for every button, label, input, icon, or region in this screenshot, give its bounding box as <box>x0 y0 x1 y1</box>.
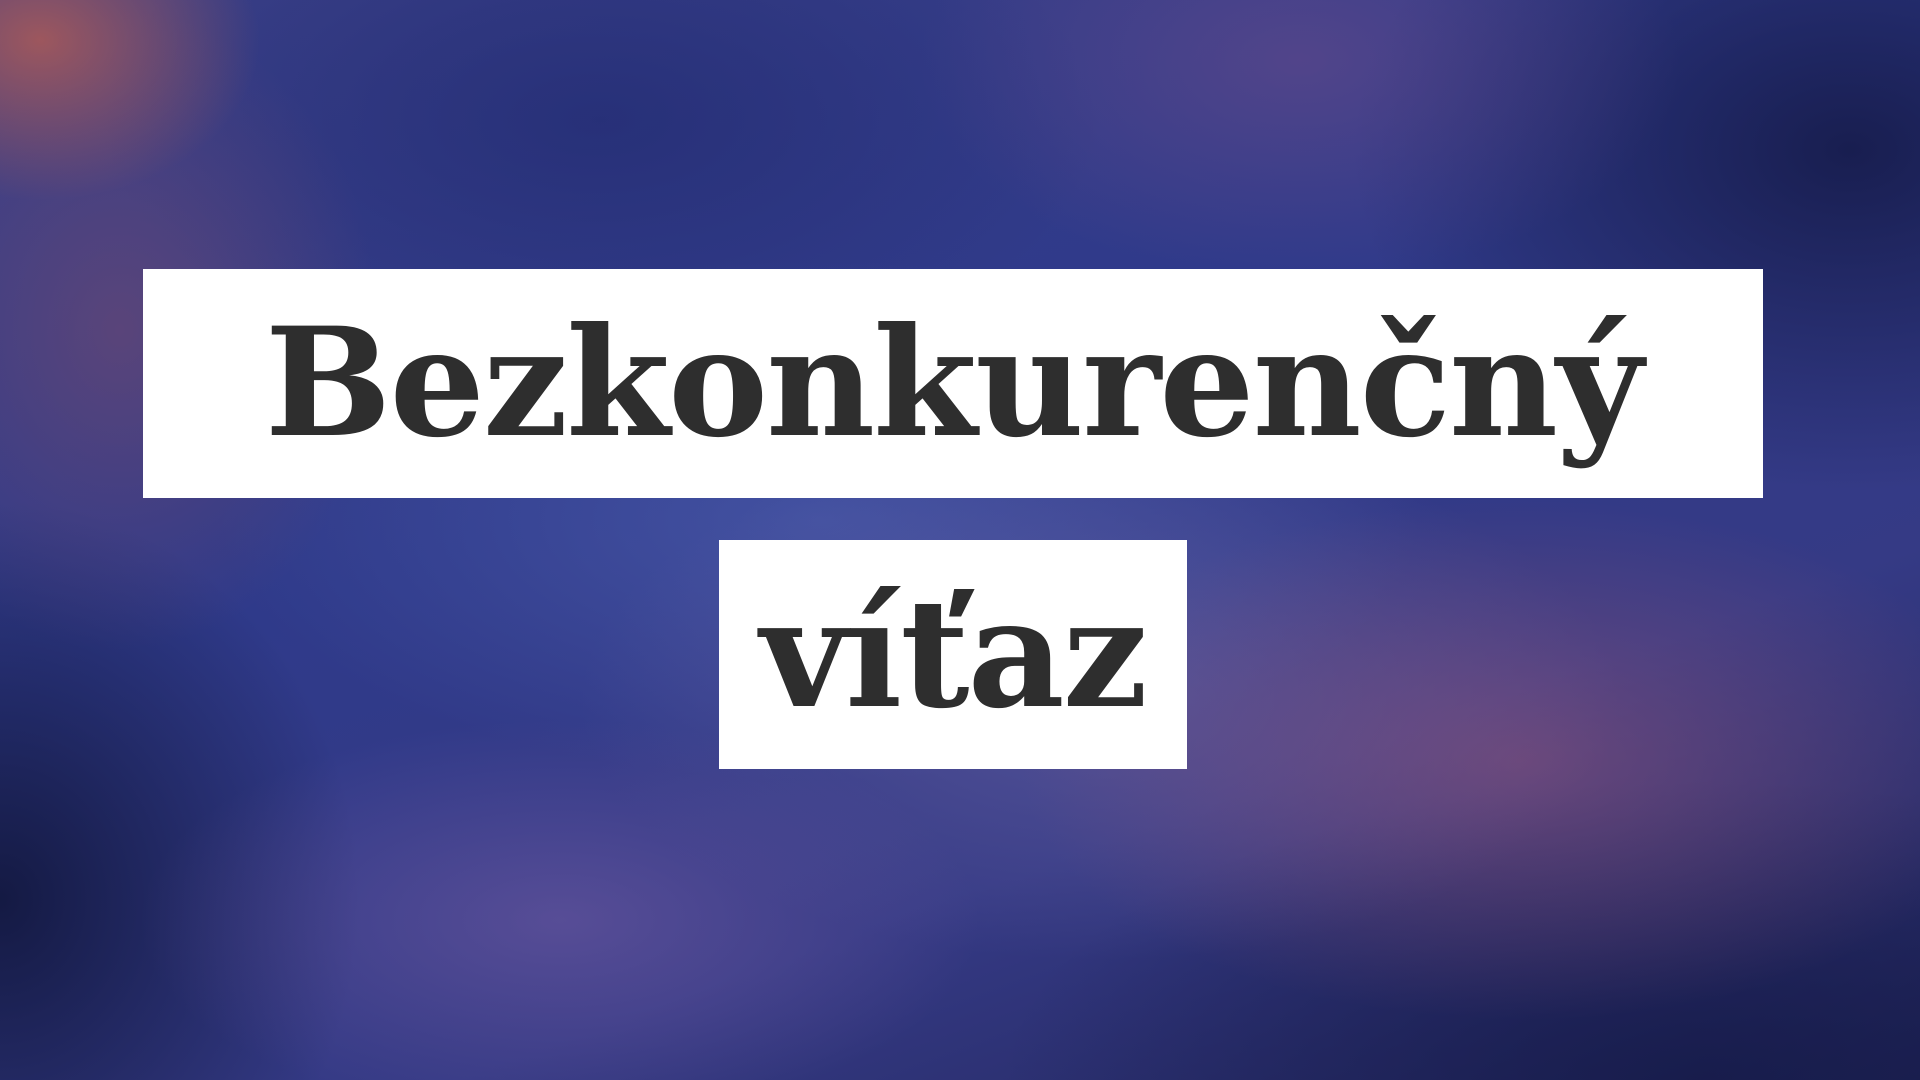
headline-line-2: víťaz <box>719 540 1187 769</box>
headline-line-1: Bezkonkurenčný <box>143 269 1763 498</box>
